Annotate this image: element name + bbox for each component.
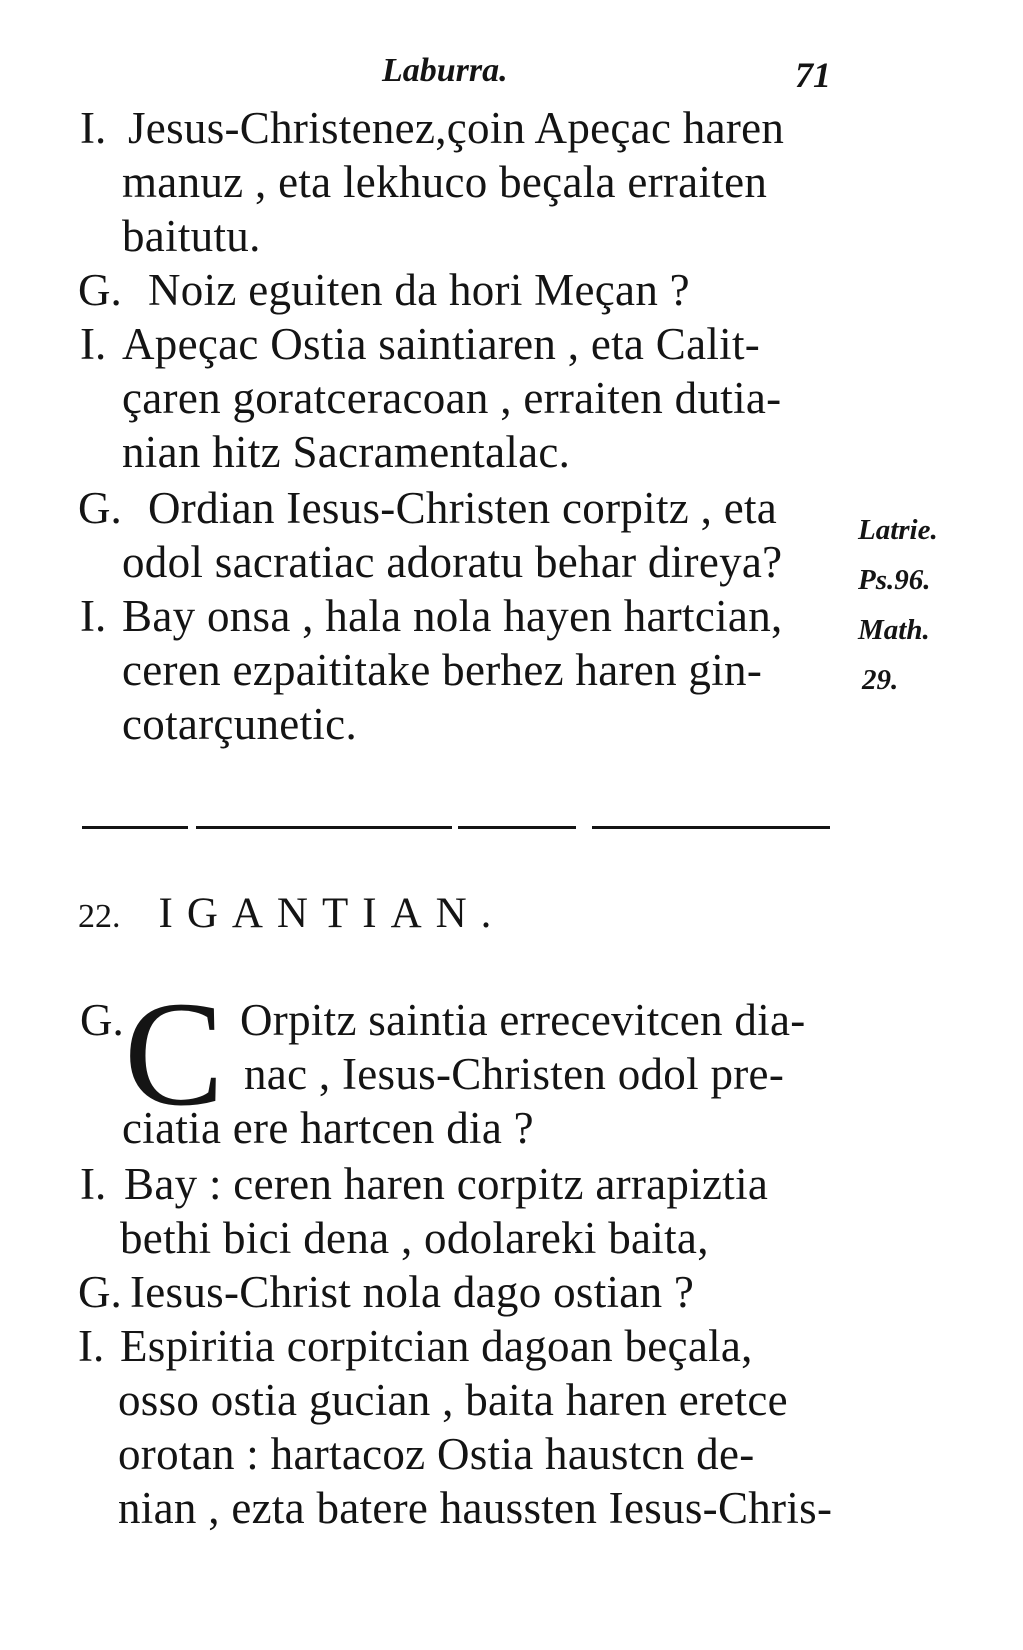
- margin-note: Math.: [858, 614, 930, 646]
- speaker-label: G.: [78, 265, 122, 315]
- margin-note: Ps.96.: [858, 564, 931, 596]
- text-line: nac , Iesus-Christen odol pre-: [244, 1049, 785, 1099]
- text-line: Espiritia corpitcian dagoan beçala,: [120, 1321, 753, 1371]
- speaker-label: G.: [78, 1267, 122, 1317]
- text-line: odol sacratiac adoratu behar direya?: [122, 537, 783, 587]
- running-title: Laburra.: [382, 52, 508, 89]
- divider-segment: [458, 826, 576, 829]
- speaker-label: G.: [78, 483, 122, 533]
- speaker-label: I.: [80, 319, 107, 369]
- divider-segment: [82, 826, 188, 829]
- margin-note: 29.: [862, 664, 899, 696]
- page-number: 71: [795, 55, 831, 95]
- text-line: nian hitz Sacramentalac.: [122, 427, 571, 477]
- text-line: osso ostia gucian , baita haren eretce: [118, 1375, 788, 1425]
- speaker-label: I.: [80, 103, 107, 153]
- divider-segment: [592, 826, 830, 829]
- text-line: bethi bici dena , odolareki baita,: [120, 1213, 709, 1263]
- section-title: IGANTIAN.: [158, 890, 506, 937]
- margin-note: Latrie.: [858, 514, 938, 546]
- text-line: orotan : hartacoz Ostia haustcn de-: [118, 1429, 755, 1479]
- text-line: çaren goratceracoan , erraiten dutia-: [122, 373, 782, 423]
- text-line: Ordian Iesus-Christen corpitz , eta: [148, 483, 778, 533]
- text-line: nian , ezta batere haussten Iesus-Chris-: [118, 1483, 833, 1533]
- speaker-label: I.: [80, 591, 107, 641]
- running-head: [0, 52, 1023, 100]
- text-line: Jesus-Christenez,çoin Apeçac haren: [128, 103, 785, 153]
- text-line: baitutu.: [122, 211, 261, 261]
- speaker-label: I.: [78, 1321, 105, 1371]
- section-number: 22.: [78, 898, 121, 935]
- section-heading: [78, 888, 505, 943]
- text-line: Bay : ceren haren corpitz arrapiztia: [124, 1159, 769, 1209]
- text-line: Orpitz saintia errecevitcen dia-: [240, 995, 806, 1045]
- drop-capital: C: [124, 971, 225, 1137]
- text-line: ciatia ere hartcen dia ?: [122, 1103, 534, 1153]
- divider-segment: [196, 826, 452, 829]
- text-line: Apeçac Ostia saintiaren , eta Calit-: [122, 319, 761, 369]
- text-line: Noiz eguiten da hori Meçan ?: [148, 265, 690, 315]
- text-line: manuz , eta lekhuco beçala erraiten: [122, 157, 768, 207]
- text-line: cotarçunetic.: [122, 699, 358, 749]
- speaker-label: I.: [80, 1159, 107, 1209]
- speaker-label: G.: [80, 995, 124, 1045]
- text-line: Bay onsa , hala nola hayen hartcian,: [122, 591, 783, 641]
- text-line: ceren ezpaititake berhez haren gin-: [122, 645, 763, 695]
- text-line: Iesus-Christ nola dago ostian ?: [130, 1267, 695, 1317]
